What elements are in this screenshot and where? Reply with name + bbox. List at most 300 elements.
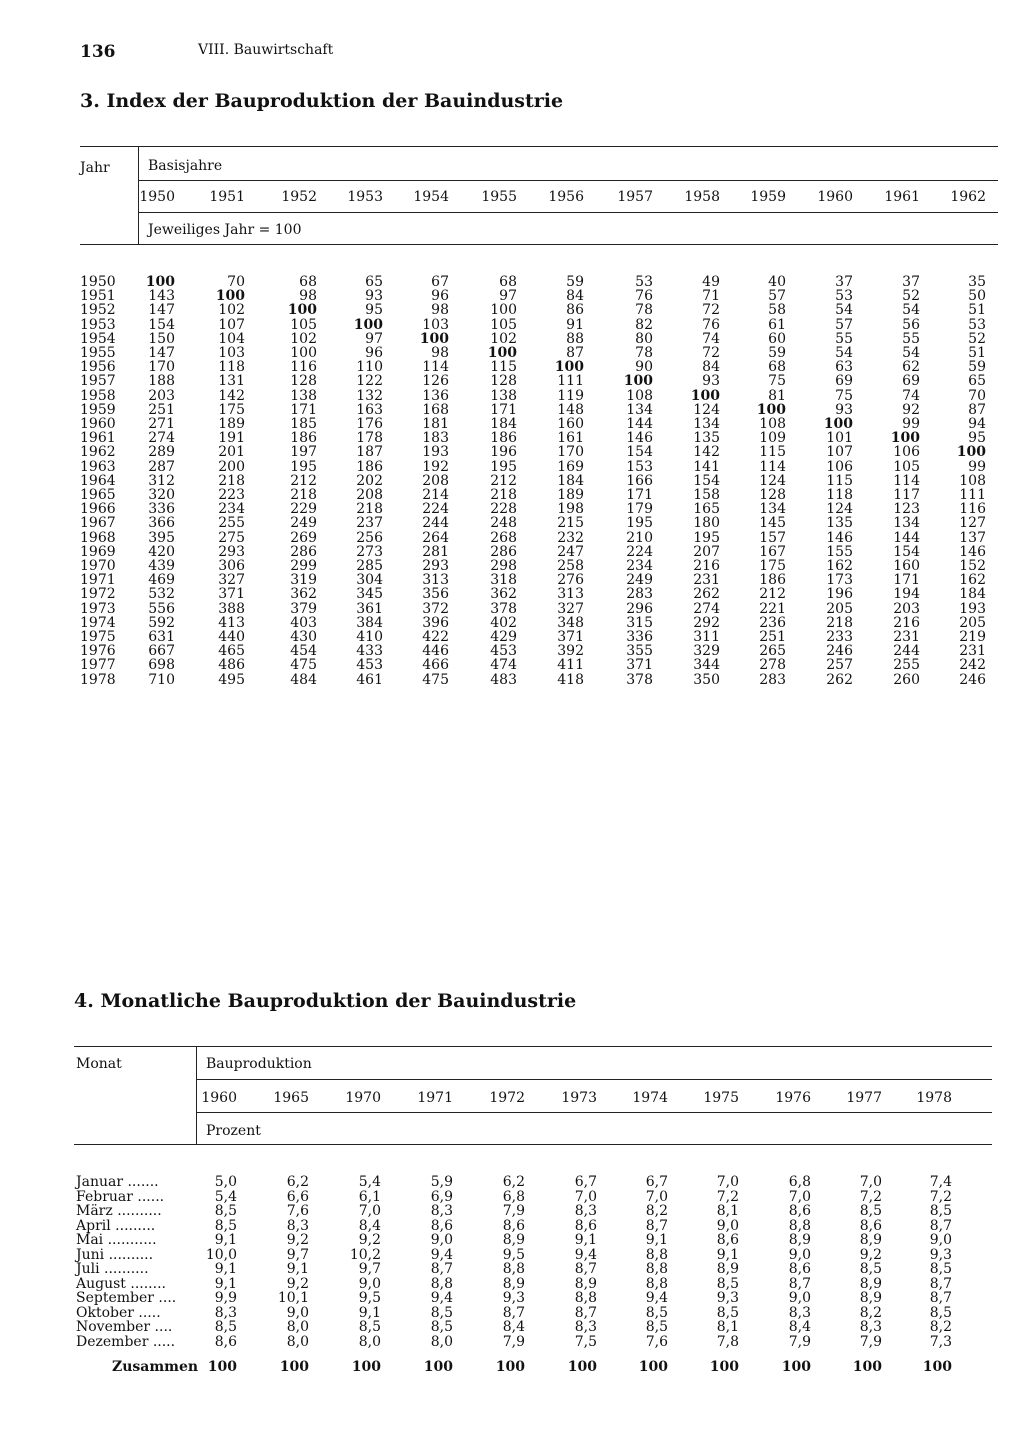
table3-row-year: 1973: [80, 600, 116, 617]
table3-cell: 311: [693, 629, 720, 646]
table3-cell: 667: [148, 643, 175, 660]
table3-cell: 379: [290, 600, 317, 617]
table4-cell: 9,3: [929, 1246, 952, 1263]
table3-cell: 366: [148, 515, 175, 532]
table3-value-column: [257, 275, 317, 687]
table3-cell: 372: [422, 600, 449, 617]
table3-cell: 371: [557, 629, 584, 646]
table4-cell: 8,3: [574, 1319, 597, 1335]
table3-cell: 135: [693, 430, 720, 447]
table3-cell: 146: [826, 529, 853, 546]
table4-value-column: [679, 1175, 739, 1349]
table4-cell: 5,9: [430, 1174, 453, 1190]
table3-cell: 228: [490, 501, 517, 518]
table3-cell: 251: [148, 401, 175, 418]
table3-cell: 100: [623, 373, 653, 390]
table4-total-cell: 100: [922, 1359, 952, 1375]
table3-row-year: 1966: [80, 501, 116, 518]
table4-cell: 8,2: [929, 1319, 952, 1335]
table3-cell: 114: [759, 458, 786, 475]
table4-row-month: Oktober .....: [76, 1304, 161, 1321]
table4-cell: 8,1: [716, 1203, 739, 1219]
table3-cell: 103: [422, 316, 449, 333]
table3-cell: 74: [902, 387, 920, 404]
table3-cell: 53: [635, 274, 653, 290]
table4-cell: 8,5: [929, 1203, 952, 1219]
table3-cell: 63: [835, 359, 853, 376]
table4-cell: 8,6: [430, 1217, 453, 1234]
table3-cell: 203: [893, 600, 920, 617]
table4-cell: 9,0: [716, 1217, 739, 1234]
table4-cell: 8,5: [859, 1261, 882, 1277]
table3-cell: 242: [959, 657, 986, 674]
table4-cell: 8,8: [502, 1261, 525, 1277]
table3-cell: 136: [422, 387, 449, 404]
table3-cell: 119: [557, 387, 584, 404]
table4-cell: 8,3: [788, 1304, 811, 1321]
table3-cell: 195: [626, 515, 653, 532]
table3-cell: 244: [422, 515, 449, 532]
table3-cell: 355: [626, 643, 653, 660]
table3-cell: 51: [968, 302, 986, 319]
table3-cell: 100: [353, 316, 383, 333]
table3-cell: 144: [893, 529, 920, 546]
table4-cell: 9,4: [574, 1246, 597, 1263]
table3-cell: 171: [626, 487, 653, 504]
table3-cell: 134: [626, 401, 653, 418]
table3-cell: 97: [499, 288, 517, 305]
table3-row-year: 1978: [80, 671, 116, 688]
table3-cell: 205: [959, 614, 986, 631]
table3-cell: 420: [148, 543, 175, 560]
table3-cell: 106: [826, 458, 853, 475]
table3-cell: 170: [148, 359, 175, 376]
table3-cell: 318: [490, 572, 517, 589]
table4-row-month: Januar .......: [76, 1174, 159, 1190]
table3-year-header: Jahr: [80, 160, 110, 176]
table4-cell: 8,5: [358, 1319, 381, 1335]
table3-cell: 274: [148, 430, 175, 447]
table3-cell: 246: [826, 643, 853, 660]
table3-cell: 87: [968, 401, 986, 418]
table3-cell: 192: [422, 458, 449, 475]
table3-cell: 275: [218, 529, 245, 546]
table3-cell: 218: [290, 487, 317, 504]
table3-cell: 180: [693, 515, 720, 532]
table4-cell: 9,1: [214, 1275, 237, 1292]
table3-cell: 298: [490, 558, 517, 575]
table4-cell: 7,2: [929, 1188, 952, 1205]
table3-cell: 96: [365, 345, 383, 362]
table4-cell: 7,0: [716, 1174, 739, 1190]
table4-cell: 8,9: [574, 1275, 597, 1292]
table3-cell: 194: [893, 586, 920, 603]
table3-cell: 169: [557, 458, 584, 475]
table4-cell: 9,1: [716, 1246, 739, 1263]
table3-cell: 100: [554, 359, 584, 376]
table4-year: 1977: [846, 1090, 882, 1106]
table3-row-year: 1952: [80, 302, 116, 319]
table3-cell: 86: [566, 302, 584, 319]
table3-cell: 698: [148, 657, 175, 674]
table4-value-column: [465, 1175, 525, 1349]
table3-value-column: [926, 275, 986, 687]
table4-total-cell: 100: [638, 1359, 668, 1375]
table3-cell: 218: [490, 487, 517, 504]
table3-cell: 69: [902, 373, 920, 390]
table4-cell: 8,7: [788, 1275, 811, 1292]
table3-cell: 454: [290, 643, 317, 660]
table3-cell: 175: [218, 401, 245, 418]
table4-cell: 7,4: [929, 1174, 952, 1190]
table3-cell: 283: [759, 671, 786, 688]
table3-cell: 60: [768, 330, 786, 347]
table3-cell: 65: [968, 373, 986, 390]
table3-cell: 196: [490, 444, 517, 461]
table3-cell: 111: [959, 487, 986, 504]
table3-cell: 186: [490, 430, 517, 447]
table3-cell: 189: [557, 487, 584, 504]
table4-cell: 8,5: [645, 1304, 668, 1321]
table3-cell: 262: [693, 586, 720, 603]
table3-cell: 327: [218, 572, 245, 589]
table4-row-month: Juli ..........: [76, 1261, 149, 1277]
table3-cell: 49: [702, 274, 720, 290]
table3-row-year: 1961: [80, 430, 116, 447]
table3-cell: 251: [759, 629, 786, 646]
table4-cell: 8,7: [929, 1290, 952, 1306]
table3-cell: 57: [768, 288, 786, 305]
table3-cell: 138: [290, 387, 317, 404]
table3-cell: 348: [557, 614, 584, 631]
table4-row-month: Dezember .....: [76, 1333, 176, 1350]
table3-cell: 233: [826, 629, 853, 646]
table3-cell: 244: [893, 643, 920, 660]
table3-cell: 171: [490, 401, 517, 418]
table3-cell: 53: [968, 316, 986, 333]
table3-cell: 171: [893, 572, 920, 589]
table3-cell: 52: [968, 330, 986, 347]
table3-cell: 200: [218, 458, 245, 475]
table3-cell: 223: [218, 487, 245, 504]
table3-cell: 167: [759, 543, 786, 560]
table3-cell: 486: [218, 657, 245, 674]
table3-cell: 118: [218, 359, 245, 376]
table3-cell: 54: [835, 302, 853, 319]
table4-cell: 9,9: [214, 1290, 237, 1306]
table4-cell: 9,1: [574, 1232, 597, 1248]
table3-cell: 158: [693, 487, 720, 504]
table3-cell: 203: [148, 387, 175, 404]
table3-cell: 165: [693, 501, 720, 518]
table4-value-column: [751, 1175, 811, 1349]
table4-cell: 6,7: [645, 1174, 668, 1190]
table3-cell: 54: [835, 345, 853, 362]
table4-cell: 7,9: [502, 1203, 525, 1219]
table3-cell: 249: [626, 572, 653, 589]
table3-cell: 350: [693, 671, 720, 688]
table4-cell: 8,5: [859, 1203, 882, 1219]
table3-cell: 104: [218, 330, 245, 347]
table3-row-year: 1954: [80, 330, 116, 347]
table3-cell: 556: [148, 600, 175, 617]
table4-year: 1971: [417, 1090, 453, 1106]
table4-cell: 8,3: [214, 1304, 237, 1321]
table3-cell: 93: [835, 401, 853, 418]
table3-row-year: 1958: [80, 387, 116, 404]
table3-cell: 592: [148, 614, 175, 631]
table3-row-year: 1950: [80, 274, 116, 290]
table4-year: 1975: [703, 1090, 739, 1106]
table4-cell: 8,3: [430, 1203, 453, 1219]
table3-cell: 181: [422, 416, 449, 433]
table3-row-year: 1976: [80, 643, 116, 660]
table4-cell: 9,5: [358, 1290, 381, 1306]
table3-cell: 98: [431, 345, 449, 362]
table4-year: 1974: [632, 1090, 668, 1106]
table3-cell: 440: [218, 629, 245, 646]
table4-cell: 7,9: [788, 1333, 811, 1350]
table4-cell: 8,6: [788, 1203, 811, 1219]
table4-cell: 8,3: [574, 1203, 597, 1219]
table3-cell: 329: [693, 643, 720, 660]
table3-cell: 116: [959, 501, 986, 518]
table3-cell: 396: [422, 614, 449, 631]
table3-cell: 70: [968, 387, 986, 404]
table3-cell: 100: [487, 345, 517, 362]
table3-cell: 123: [893, 501, 920, 518]
table3-cell: 410: [356, 629, 383, 646]
table4-row-month: Mai ...........: [76, 1232, 157, 1248]
table3-cell: 336: [626, 629, 653, 646]
table4-cell: 8,0: [430, 1333, 453, 1350]
table3-base-year: 1954: [413, 189, 449, 205]
table3-cell: 91: [566, 316, 584, 333]
table3-cell: 216: [893, 614, 920, 631]
table3-cell: 234: [218, 501, 245, 518]
table3-cell: 193: [422, 444, 449, 461]
table4-year: 1976: [775, 1090, 811, 1106]
table3-value-column: [524, 275, 584, 687]
table3-cell: 51: [968, 345, 986, 362]
table3-cell: 110: [356, 359, 383, 376]
table3-row-year: 1960: [80, 416, 116, 433]
table4-cell: 10,0: [205, 1246, 237, 1263]
table4-cell: 8,5: [430, 1304, 453, 1321]
table3-cell: 195: [693, 529, 720, 546]
table3-cell: 258: [557, 558, 584, 575]
table3-cell: 100: [145, 274, 175, 290]
table4-cell: 9,0: [430, 1232, 453, 1248]
table3-cell: 75: [768, 373, 786, 390]
table3-cell: 59: [566, 274, 584, 290]
table3-cell: 212: [490, 472, 517, 489]
table3-cell: 40: [768, 274, 786, 290]
table4-cell: 8,6: [788, 1261, 811, 1277]
table4-cell: 8,7: [502, 1304, 525, 1321]
table3-value-column: [115, 275, 175, 687]
table3-cell: 453: [490, 643, 517, 660]
table3-cell: 418: [557, 671, 584, 688]
table3-cell: 371: [218, 586, 245, 603]
table3-base-year: 1950: [139, 189, 175, 205]
table3-cell: 132: [356, 387, 383, 404]
table3-cell: 195: [490, 458, 517, 475]
table4-cell: 8,2: [859, 1304, 882, 1321]
table3-cell: 285: [356, 558, 383, 575]
table4-cell: 8,9: [502, 1232, 525, 1248]
table4-cell: 8,8: [645, 1275, 668, 1292]
table3-cell: 176: [356, 416, 383, 433]
table3-years-rule: [138, 212, 998, 213]
table3-cell: 105: [490, 316, 517, 333]
table3-cell: 483: [490, 671, 517, 688]
table3-cell: 109: [759, 430, 786, 447]
table3-cell: 147: [148, 345, 175, 362]
table3-cell: 283: [626, 586, 653, 603]
table4-cell: 9,2: [286, 1275, 309, 1292]
table3-row-year: 1977: [80, 657, 116, 674]
table4-total-cell: 100: [279, 1359, 309, 1375]
table3-base-year: 1961: [884, 189, 920, 205]
table3-cell: 55: [835, 330, 853, 347]
table4-cell: 8,7: [929, 1275, 952, 1292]
table3-value-column: [860, 275, 920, 687]
table3-cell: 68: [299, 274, 317, 290]
table3-cell: 107: [218, 316, 245, 333]
table3-cell: 58: [768, 302, 786, 319]
table3-cell: 101: [826, 430, 853, 447]
table3-cell: 392: [557, 643, 584, 660]
table3-base-year: 1952: [281, 189, 317, 205]
table3-cell: 122: [356, 373, 383, 390]
table4-total-cell: 100: [709, 1359, 739, 1375]
table3-cell: 446: [422, 643, 449, 660]
table4-row-month: Juni ..........: [76, 1246, 154, 1263]
table3-cell: 72: [702, 302, 720, 319]
table4-month-header: Monat: [76, 1056, 122, 1072]
table3-cell: 148: [557, 401, 584, 418]
table3-cell: 184: [557, 472, 584, 489]
table4-cell: 8,7: [929, 1217, 952, 1234]
table4-cell: 7,0: [645, 1188, 668, 1205]
table3-body-rule: [80, 244, 998, 245]
table4-header-rule: [196, 1079, 992, 1080]
table4-cell: 9,7: [286, 1246, 309, 1263]
table3-cell: 214: [422, 487, 449, 504]
table3-cell: 100: [490, 302, 517, 319]
table4-cell: 6,2: [502, 1174, 525, 1190]
table3-row-year: 1969: [80, 543, 116, 560]
table3-base-year: 1953: [347, 189, 383, 205]
table3-cell: 292: [693, 614, 720, 631]
table4-title: 4. Monatliche Bauproduktion der Bauindustrie: [74, 990, 577, 1012]
table3-cell: 124: [826, 501, 853, 518]
table4-total-cell: 100: [495, 1359, 525, 1375]
table3-cell: 100: [290, 345, 317, 362]
table3-cell: 196: [826, 586, 853, 603]
table3-cell: 37: [902, 274, 920, 290]
table3-cell: 319: [290, 572, 317, 589]
table4-value-column: [822, 1175, 882, 1349]
table3-cell: 281: [422, 543, 449, 560]
table3-cell: 246: [959, 671, 986, 688]
table4-cell: 6,9: [430, 1188, 453, 1205]
table3-cell: 154: [693, 472, 720, 489]
table3-cell: 378: [490, 600, 517, 617]
table4-cell: 8,5: [214, 1203, 237, 1219]
table3-cell: 495: [218, 671, 245, 688]
table3-base-year: 1962: [950, 189, 986, 205]
table3-cell: 97: [365, 330, 383, 347]
table3-cell: 100: [690, 387, 720, 404]
table4-cell: 8,2: [645, 1203, 668, 1219]
table4-cell: 8,7: [430, 1261, 453, 1277]
table4-cell: 8,7: [645, 1217, 668, 1234]
table3-row-year: 1955: [80, 345, 116, 362]
table3-cell: 184: [490, 416, 517, 433]
table4-cell: 9,0: [358, 1275, 381, 1292]
table3-cell: 274: [693, 600, 720, 617]
table4-cell: 8,8: [645, 1246, 668, 1263]
table3-cell: 168: [422, 401, 449, 418]
table3-cell: 126: [422, 373, 449, 390]
table4-cell: 10,2: [349, 1246, 381, 1263]
table4-cell: 7,0: [358, 1203, 381, 1219]
table3-cell: 127: [959, 515, 986, 532]
table3-cell: 115: [490, 359, 517, 376]
table3-cell: 59: [768, 345, 786, 362]
table3-row-year: 1964: [80, 472, 116, 489]
table3-cell: 65: [365, 274, 383, 290]
table3-cell: 201: [218, 444, 245, 461]
table3-cell: 205: [826, 600, 853, 617]
table3-cell: 388: [218, 600, 245, 617]
table3-cell: 37: [835, 274, 853, 290]
table4-cell: 6,1: [358, 1188, 381, 1205]
table3-cell: 128: [490, 373, 517, 390]
table4-value-column: [537, 1175, 597, 1349]
table3-year-column: [80, 275, 116, 687]
table3-cell: 93: [702, 373, 720, 390]
table4-total-cell: 100: [781, 1359, 811, 1375]
table4-cell: 8,4: [358, 1217, 381, 1234]
table3-cell: 186: [290, 430, 317, 447]
table3-cell: 124: [693, 401, 720, 418]
table4-year: 1973: [561, 1090, 597, 1106]
table3-cell: 247: [557, 543, 584, 560]
table4-cell: 9,1: [214, 1261, 237, 1277]
table3-cell: 293: [422, 558, 449, 575]
table4-cell: 8,5: [645, 1319, 668, 1335]
table3-cell: 212: [759, 586, 786, 603]
table4-group-header: Bauproduktion: [206, 1056, 312, 1072]
table4-cell: 8,8: [430, 1275, 453, 1292]
table4-value-column: [892, 1175, 952, 1349]
table4-row-month: August ........: [76, 1275, 166, 1292]
table3-row-year: 1956: [80, 359, 116, 376]
table3-cell: 108: [959, 472, 986, 489]
table3-cell: 356: [422, 586, 449, 603]
table3-cell: 198: [557, 501, 584, 518]
table3-cell: 465: [218, 643, 245, 660]
table4-cell: 8,8: [574, 1290, 597, 1306]
table3-cell: 362: [490, 586, 517, 603]
table3-cell: 413: [218, 614, 245, 631]
table3-cell: 218: [826, 614, 853, 631]
table3-cell: 231: [959, 643, 986, 660]
table3-cell: 160: [893, 558, 920, 575]
